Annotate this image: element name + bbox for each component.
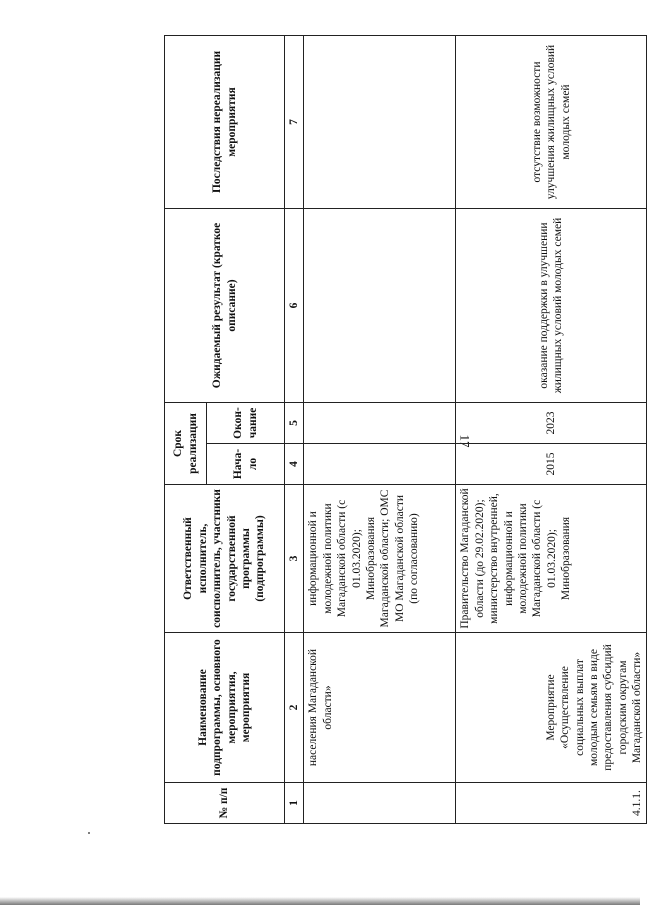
header-name: Наименование подпрограммы, основного мероприятия, мероприятия [165, 633, 285, 783]
column-number-row [285, 35, 304, 823]
activities-table [164, 35, 647, 824]
table-row [304, 35, 456, 823]
header-end: Окон-чание [207, 402, 285, 443]
row-2-responsible: Правительство Магаданской области (до 29.02.2020); министерство внутренней, информационной и молодежной политики Магаданской области (с 01.03.2020); Минобразования [456, 485, 647, 633]
row-2-end: 2023 [456, 402, 647, 443]
row-1-start [304, 444, 456, 485]
row-1-consequences [304, 35, 456, 208]
col-number-1: 1 [285, 783, 304, 824]
row-1-end [304, 402, 456, 443]
col-number-7: 7 [285, 35, 304, 208]
header-start: Нача-ло [207, 444, 285, 485]
col-number-3: 3 [285, 485, 304, 633]
table-row [456, 35, 647, 823]
scan-edge-shadow [0, 897, 640, 905]
col-number-4: 4 [285, 444, 304, 485]
header-responsible: Ответственный исполнитель, соисполнитель, участники государственной программы (подпрограммы) [165, 485, 285, 633]
row-2-name: Мероприятие «Осуществление социальных выплат молодым семьям в виде предоставления субсидий городским округам Магаданской области» [456, 633, 647, 783]
row-1-responsible: информационной и молодежной политики Магаданской области (с 01.03.2020); Минобразования Магаданской области; ОМС МО Магаданской области (по согласованию) [304, 485, 456, 633]
header-consequences: Последствия нереализации мероприятия [165, 35, 285, 208]
row-1-result [304, 208, 456, 402]
header-num: № п/п [165, 783, 285, 824]
table-rotated-container [164, 36, 643, 824]
row-2-num: 4.1.1. [456, 783, 647, 824]
col-number-2: 2 [285, 633, 304, 783]
row-2-consequences: отсутствие возможности улучшения жилищных условий молодых семей [456, 35, 647, 208]
row-2-start: 2015 [456, 444, 647, 485]
col-number-5: 5 [285, 402, 304, 443]
header-term: Срок реализации [165, 402, 207, 484]
row-1-name: населения Магаданской области» [304, 633, 456, 783]
header-row-1 [165, 35, 207, 823]
row-2-result: оказание поддержки в улучшении жилищных условий молодых семей [456, 208, 647, 402]
header-result: Ожидаемый результат (краткое описание) [165, 208, 285, 402]
page-number: 17 [457, 434, 473, 448]
row-1-num [304, 783, 456, 824]
scan-speck [88, 832, 90, 834]
col-number-6: 6 [285, 208, 304, 402]
